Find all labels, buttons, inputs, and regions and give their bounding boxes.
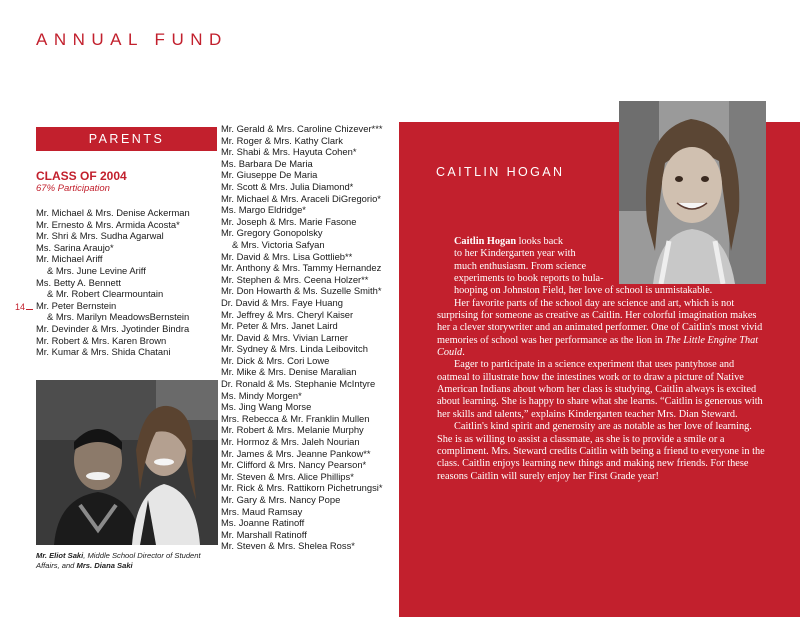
donor-name: Mr. Dick & Mrs. Cori Lowe <box>221 354 330 366</box>
story-p1-line-5: hooping on Johnston Field, her love of school is unmistakable. <box>454 285 713 297</box>
caption-role: , Middle School Director of Student Affairs, and <box>36 551 201 570</box>
donor-name: Mr. Anthony & Mrs. Tammy Hernandez <box>221 262 382 274</box>
donor-name: Mr. Robert & Mrs. Karen Brown <box>36 334 167 346</box>
donor-name: Mr. Clifford & Mrs. Nancy Pearson* <box>221 459 367 471</box>
donor-name: Mr. Kumar & Mrs. Shida Chatani <box>36 346 171 358</box>
story-paragraph-1 <box>437 236 767 298</box>
donor-name: Mr. David & Mrs. Lisa Gottlieb** <box>221 250 353 262</box>
photo-caption <box>36 551 221 571</box>
donor-name: Ms. Mindy Morgen* <box>221 389 302 401</box>
book-title: The Little Engine That Could <box>437 334 759 359</box>
donor-name: Mr. Devinder & Mrs. Jyotinder Bindra <box>36 322 190 334</box>
donor-name: Mr. Scott & Mrs. Julia Diamond* <box>221 180 354 192</box>
story-p2-end: . <box>462 347 465 359</box>
donor-name: & Mr. Robert Clearmountain <box>47 288 164 300</box>
couple-photo-illustration <box>36 380 218 545</box>
donor-name: Dr. Ronald & Ms. Stephanie McIntyre <box>221 378 376 390</box>
story-p1-line-1: looks back <box>516 236 563 247</box>
parents-heading: PARENTS <box>36 127 217 151</box>
donor-name: Ms. Barbara De Maria <box>221 157 313 169</box>
donor-name: Mr. Stephen & Mrs. Ceena Holzer** <box>221 273 369 285</box>
feature-title: CAITLIN HOGAN <box>436 165 565 179</box>
donor-name: Mr. Shri & Mrs. Sudha Agarwal <box>36 230 164 242</box>
donor-name: & Mrs. Victoria Safyan <box>232 238 325 250</box>
donor-list-column-2 <box>221 123 383 552</box>
story-p2-text: Her favorite parts of the school day are science and art, which is not surprising for someone as creative as Caitlin. Her colorful imagination makes her a clever storywriter and an animated performer. One of Caitlin's most vivid memories of school was her performance as the lion in <box>437 297 763 346</box>
donor-name: Mr. Michael Ariff <box>36 253 103 265</box>
donor-name: Mr. Gary & Mrs. Nancy Pope <box>221 494 341 505</box>
donor-name: & Mrs. June Levine Ariff <box>47 264 146 276</box>
donor-name: Mr. Robert & Mrs. Melanie Murphy <box>221 424 364 436</box>
donor-name: & Mrs. Marilyn MeadowsBernstein <box>47 311 190 323</box>
donor-name: Ms. Joanne Ratinoff <box>221 517 305 529</box>
donor-name: Mr. Gregory Gonopolsky <box>221 227 323 239</box>
caption-name-2: Mrs. Diana Saki <box>76 561 133 570</box>
page-number: 14 <box>15 302 26 312</box>
page-title: ANNUAL FUND <box>36 30 228 49</box>
donor-name: Mr. Ernesto & Mrs. Armida Acosta* <box>36 218 180 230</box>
donor-name: Mr. Don Howarth & Ms. Suzelle Smith* <box>221 285 382 297</box>
donor-name: Mr. Sydney & Mrs. Linda Leibovitch <box>221 343 368 355</box>
donor-list-column-1 <box>36 207 190 358</box>
donor-name: Mr. Steven & Mrs. Alice Phillips* <box>221 470 354 482</box>
page-number-rule <box>26 309 33 310</box>
donor-name: Mr. David & Mrs. Vivian Larner <box>221 331 348 343</box>
class-title: CLASS OF 2004 <box>36 169 127 183</box>
donor-name: Mr. Steven & Mrs. Shelea Ross* <box>221 540 355 552</box>
donor-name: Mrs. Rebecca & Mr. Franklin Mullen <box>221 412 370 424</box>
donor-name: Mr. Jeffrey & Mrs. Cheryl Kaiser <box>221 308 354 320</box>
donor-name: Mr. Shabi & Mrs. Hayuta Cohen* <box>221 146 357 158</box>
story-p1-line-4: experiments to book reports to hula- <box>454 273 604 285</box>
donor-name: Mr. Giuseppe De Maria <box>221 169 318 181</box>
donor-name: Mr. Michael & Mrs. Denise Ackerman <box>36 207 190 218</box>
caption-name-1: Mr. Eliot Saki <box>36 551 84 560</box>
donor-name: Mr. Michael & Mrs. Araceli DiGregorio* <box>221 192 381 204</box>
story-p1-line-2: to her Kindergarten year with <box>454 248 576 260</box>
donor-name: Mr. Joseph & Mrs. Marie Fasone <box>221 215 357 227</box>
donor-name: Ms. Jing Wang Morse <box>221 401 312 413</box>
story-paragraph-2 <box>437 298 767 360</box>
donor-name: Mr. Hormoz & Mrs. Jaleh Nourian <box>221 436 360 448</box>
donor-name: Mrs. Maud Ramsay <box>221 505 303 517</box>
donor-name: Mr. Gerald & Mrs. Caroline Chizever*** <box>221 123 383 134</box>
feature-story <box>437 236 767 483</box>
donor-name: Mr. Rick & Mrs. Rattikorn Pichetrungsi* <box>221 482 383 494</box>
participation-rate: 67% Participation <box>36 183 110 194</box>
donor-name: Mr. Peter Bernstein <box>36 299 117 311</box>
donor-name: Mr. Mike & Mrs. Denise Maralian <box>221 366 357 378</box>
story-paragraph-4: Caitlin's kind spirit and generosity are as notable as her love of learning. She is as willing to assist a classmate, as she is to provide a smile or a compliment. Mrs. Steward credits Caitlin with being a friend to everyone in the class. Caitlin enjoys learning new things and making new friends. For these reasons Caitlin will surely enjoy her First Grade year! <box>437 421 765 482</box>
donor-name: Ms. Betty A. Bennett <box>36 276 121 288</box>
donor-name: Ms. Margo Eldridge* <box>221 204 306 216</box>
donor-name: Ms. Sarina Araujo* <box>36 241 114 253</box>
story-p1-line-3: much enthusiasm. From science <box>454 260 587 272</box>
donor-name: Mr. Peter & Mrs. Janet Laird <box>221 320 338 332</box>
story-subject-name: Caitlin Hogan <box>454 236 517 247</box>
donor-name: Dr. David & Mrs. Faye Huang <box>221 296 343 308</box>
donor-name: Mr. James & Mrs. Jeanne Pankow** <box>221 447 371 459</box>
saki-couple-photo <box>36 380 218 545</box>
donor-name: Mr. Marshall Ratinoff <box>221 528 307 540</box>
donor-name: Mr. Roger & Mrs. Kathy Clark <box>221 134 343 146</box>
story-paragraph-3: Eager to participate in a science experiment that uses pantyhose and oatmeal to illustrate how the intestines work or to draw a picture of Native American Indians about whom her class is studying, Caitlin always is excited about learning. She is happy to share what she learns. “Caitlin is generous with her skills and talents,” explains Kindergarten teacher Mrs. Dian Steward. <box>437 359 763 420</box>
